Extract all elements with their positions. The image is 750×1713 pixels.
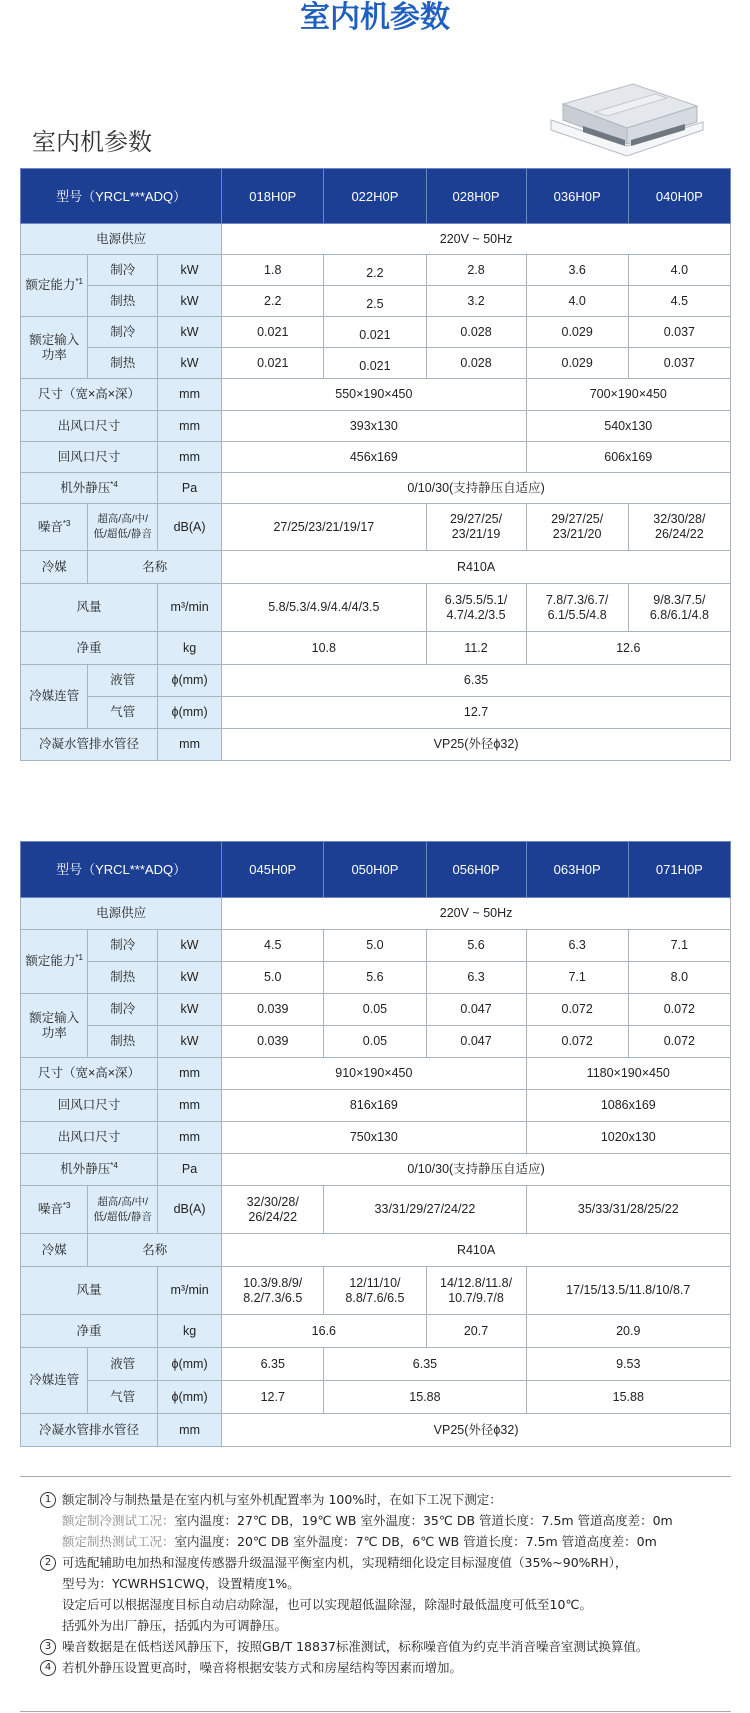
model-cell: 022H0P xyxy=(324,169,426,224)
value-cell: 0.072 xyxy=(628,994,730,1026)
refrigerant-label: 冷媒 xyxy=(21,551,88,584)
value-cell: 12/11/10/ 8.8/7.6/6.5 xyxy=(324,1267,426,1315)
unit-label: kW xyxy=(157,994,221,1026)
value-cell: 5.0 xyxy=(324,930,426,962)
section-title: 室内机参数 xyxy=(32,128,152,156)
indoor-unit-image xyxy=(545,82,707,164)
unit-label: kW xyxy=(157,317,221,348)
power-label: 电源供应 xyxy=(21,224,222,255)
model-cell: 036H0P xyxy=(526,169,628,224)
unit-label: kg xyxy=(157,632,221,665)
value-cell: 816x169 xyxy=(222,1090,526,1122)
value-cell: 15.88 xyxy=(324,1381,526,1414)
value-cell: 0.021 xyxy=(324,348,426,379)
inlet-label: 回风口尺寸 xyxy=(21,1090,158,1122)
footnote-number: 2 xyxy=(40,1555,56,1571)
unit-label: kW xyxy=(157,962,221,994)
model-cell: 028H0P xyxy=(426,169,526,224)
unit-label: mm xyxy=(157,1090,221,1122)
noise-label: 噪音$^{*3}$ xyxy=(21,504,88,551)
value-cell: 9.53 xyxy=(526,1348,730,1381)
value-cell: 6.3 xyxy=(526,930,628,962)
unit-label: mm xyxy=(157,411,221,442)
value-cell: 0.028 xyxy=(426,348,526,379)
cool-label: 制冷 xyxy=(88,255,158,286)
static-label: 机外静压$^{*4}$ xyxy=(21,473,158,504)
heat-label: 制热 xyxy=(88,348,158,379)
gas-label: 气管 xyxy=(88,1381,158,1414)
value-cell: 6.35 xyxy=(324,1348,526,1381)
footnote-text: 额定制冷测试工况：室内温度：27℃ DB，19℃ WB 室外温度：35℃ DB 管道长度：7.5m 管道高度差：0m xyxy=(62,1513,673,1528)
model-cell: 040H0P xyxy=(628,169,730,224)
footnote-4 xyxy=(40,1657,731,1678)
value-cell: R410A xyxy=(222,1234,731,1267)
unit-label: kW xyxy=(157,286,221,317)
power-value: 220V ~ 50Hz xyxy=(222,224,731,255)
value-cell: 11.2 xyxy=(426,632,526,665)
value-cell: 33/31/29/27/24/22 xyxy=(324,1186,526,1234)
value-cell: 4.0 xyxy=(628,255,730,286)
value-cell: 32/30/28/ 26/24/22 xyxy=(628,504,730,551)
value-cell: 0.021 xyxy=(222,317,324,348)
unit-label: kW xyxy=(157,255,221,286)
pipe-label: 冷媒连管 xyxy=(21,1348,88,1414)
footnote-text: 设定后可以根据湿度目标自动启动除湿，也可以实现超低温除湿，除湿时最低温度可低至10℃。 xyxy=(62,1597,592,1612)
value-cell: 0.028 xyxy=(426,317,526,348)
value-cell: 7.1 xyxy=(526,962,628,994)
value-cell: 16.6 xyxy=(222,1315,426,1348)
value-cell: 3.2 xyxy=(426,286,526,317)
value-cell: 0/10/30(支持静压自适应) xyxy=(222,1154,731,1186)
refrigerant-label: 冷媒 xyxy=(21,1234,88,1267)
value-cell: 7.8/7.3/6.7/ 6.1/5.5/4.8 xyxy=(526,584,628,632)
rated-input-label: 额定输入 功率 xyxy=(21,317,88,379)
value-cell: 8.0 xyxy=(628,962,730,994)
value-cell: 27/25/23/21/19/17 xyxy=(222,504,426,551)
value-cell: 606x169 xyxy=(526,442,730,473)
cool-label: 制冷 xyxy=(88,930,158,962)
inlet-label: 回风口尺寸 xyxy=(21,442,158,473)
unit-label: Pa xyxy=(157,1154,221,1186)
value-cell: 29/27/25/ 23/21/20 xyxy=(526,504,628,551)
liquid-label: 液管 xyxy=(88,1348,158,1381)
heat-label: 制热 xyxy=(88,1026,158,1058)
value-cell: 5.0 xyxy=(222,962,324,994)
value-cell: 6.3 xyxy=(426,962,526,994)
footnote-number: 1 xyxy=(40,1492,56,1508)
name-label: 名称 xyxy=(88,1234,222,1267)
value-cell: 3.6 xyxy=(526,255,628,286)
value-cell: 0.039 xyxy=(222,994,324,1026)
value-cell: 6.35 xyxy=(222,1348,324,1381)
rated-capacity-label: 额定能力$^{*1}$ xyxy=(21,255,88,317)
value-cell: 35/33/31/28/25/22 xyxy=(526,1186,730,1234)
value-cell: 6.3/5.5/5.1/ 4.7/4.2/3.5 xyxy=(426,584,526,632)
rated-capacity-label: 额定能力$^{*1}$ xyxy=(21,930,88,994)
unit-label: dB(A) xyxy=(157,504,221,551)
noise-levels-label: 超高/高/中/ 低/超低/静音 xyxy=(88,1186,158,1234)
value-cell: VP25(外径ϕ32) xyxy=(222,729,731,761)
value-cell: 12.7 xyxy=(222,697,731,729)
footnote-text: 额定制冷与制热量是在室内机与室外机配置率为 100%时，在如下工况下测定： xyxy=(62,1492,502,1507)
value-cell: 10.3/9.8/9/ 8.2/7.3/6.5 xyxy=(222,1267,324,1315)
value-cell: 550×190×450 xyxy=(222,379,526,411)
value-cell: 5.6 xyxy=(426,930,526,962)
net-weight-label: 净重 xyxy=(21,632,158,665)
value-cell: 0.047 xyxy=(426,1026,526,1058)
unit-label: mm xyxy=(157,729,221,761)
footnote-3 xyxy=(40,1636,731,1657)
noise-levels-label: 超高/高/中/ 低/超低/静音 xyxy=(88,504,158,551)
static-label: 机外静压$^{*4}$ xyxy=(21,1154,158,1186)
value-cell: 393x130 xyxy=(222,411,526,442)
footnote-text: 括弧外为出厂静压，括弧内为可调静压。 xyxy=(62,1618,288,1633)
size-label: 尺寸（宽×高×深） xyxy=(21,1058,158,1090)
footnote-1 xyxy=(40,1489,731,1552)
value-cell: 750x130 xyxy=(222,1122,526,1154)
unit-label: m³/min xyxy=(157,1267,221,1315)
unit-label: mm xyxy=(157,1058,221,1090)
model-header: 型号（YRCL***ADQ） xyxy=(21,169,222,224)
value-cell: VP25(外径ϕ32) xyxy=(222,1414,731,1447)
value-cell: 0.029 xyxy=(526,317,628,348)
value-cell: 29/27/25/ 23/21/19 xyxy=(426,504,526,551)
value-cell: 2.2 xyxy=(222,286,324,317)
value-cell: 32/30/28/ 26/24/22 xyxy=(222,1186,324,1234)
unit-label: ϕ(mm) xyxy=(157,1381,221,1414)
value-cell: 7.1 xyxy=(628,930,730,962)
model-cell: 045H0P xyxy=(222,842,324,898)
value-cell: 9/8.3/7.5/ 6.8/6.1/4.8 xyxy=(628,584,730,632)
footnote-text: 若机外静压设置更高时，噪音将根据安装方式和房屋结构等因素而增加。 xyxy=(62,1660,463,1675)
unit-label: Pa xyxy=(157,473,221,504)
value-cell: 0.05 xyxy=(324,1026,426,1058)
value-cell: 12.7 xyxy=(222,1381,324,1414)
value-cell: 2.2 xyxy=(324,255,426,286)
value-cell: 0.021 xyxy=(222,348,324,379)
value-cell: 700×190×450 xyxy=(526,379,730,411)
airflow-label: 风量 xyxy=(21,1267,158,1315)
value-cell: 10.8 xyxy=(222,632,426,665)
heat-label: 制热 xyxy=(88,286,158,317)
footnote-text: 噪音数据是在低档送风静压下，按照GB/T 18837标准测试，标称噪音值为约克半消音噪音室测试换算值。 xyxy=(62,1639,649,1654)
value-cell: 0.021 xyxy=(324,317,426,348)
unit-label: kg xyxy=(157,1315,221,1348)
value-cell: 0.039 xyxy=(222,1026,324,1058)
outlet-label: 出风口尺寸 xyxy=(21,1122,158,1154)
unit-label: mm xyxy=(157,1122,221,1154)
value-cell: 2.8 xyxy=(426,255,526,286)
unit-label: kW xyxy=(157,1026,221,1058)
value-cell: 20.7 xyxy=(426,1315,526,1348)
value-cell: 5.8/5.3/4.9/4.4/4/3.5 xyxy=(222,584,426,632)
power-value: 220V ~ 50Hz xyxy=(222,898,731,930)
airflow-label: 风量 xyxy=(21,584,158,632)
footnote-text: 额定制热测试工况：室内温度：20℃ DB 室外温度：7℃ DB，6℃ WB 管道长度：7.5m 管道高度差：0m xyxy=(62,1534,657,1549)
footnotes xyxy=(20,1476,731,1712)
model-cell: 056H0P xyxy=(426,842,526,898)
spec-table-2 xyxy=(20,841,731,1447)
value-cell: 15.88 xyxy=(526,1381,730,1414)
value-cell: 0.05 xyxy=(324,994,426,1026)
value-cell: 0.072 xyxy=(628,1026,730,1058)
pipe-label: 冷媒连管 xyxy=(21,665,88,729)
net-weight-label: 净重 xyxy=(21,1315,158,1348)
spec-table-1 xyxy=(20,168,731,761)
value-cell: 0.072 xyxy=(526,1026,628,1058)
value-cell: 1086x169 xyxy=(526,1090,730,1122)
model-cell: 050H0P xyxy=(324,842,426,898)
unit-label: m³/min xyxy=(157,584,221,632)
unit-label: kW xyxy=(157,930,221,962)
value-cell: 0.029 xyxy=(526,348,628,379)
heat-label: 制热 xyxy=(88,962,158,994)
unit-label: mm xyxy=(157,1414,221,1447)
value-cell: 20.9 xyxy=(526,1315,730,1348)
model-cell: 018H0P xyxy=(222,169,324,224)
drain-label: 冷凝水管排水管径 xyxy=(21,729,158,761)
unit-label: mm xyxy=(157,379,221,411)
unit-label: ϕ(mm) xyxy=(157,665,221,697)
name-label: 名称 xyxy=(88,551,222,584)
value-cell: 0.037 xyxy=(628,348,730,379)
gas-label: 气管 xyxy=(88,697,158,729)
model-header: 型号（YRCL***ADQ） xyxy=(21,842,222,898)
value-cell: 1020x130 xyxy=(526,1122,730,1154)
unit-label: mm xyxy=(157,442,221,473)
outlet-label: 出风口尺寸 xyxy=(21,411,158,442)
footnote-number: 4 xyxy=(40,1660,56,1676)
model-cell: 063H0P xyxy=(526,842,628,898)
cool-label: 制冷 xyxy=(88,994,158,1026)
power-label: 电源供应 xyxy=(21,898,222,930)
size-label: 尺寸（宽×高×深） xyxy=(21,379,158,411)
value-cell: 5.6 xyxy=(324,962,426,994)
value-cell: 540x130 xyxy=(526,411,730,442)
value-cell: 6.35 xyxy=(222,665,731,697)
cool-label: 制冷 xyxy=(88,317,158,348)
unit-label: dB(A) xyxy=(157,1186,221,1234)
value-cell: 1180×190×450 xyxy=(526,1058,730,1090)
footnote-text: 可选配辅助电加热和湿度传感器升级温湿平衡室内机，实现精细化设定目标湿度值（35%~90%RH）， xyxy=(62,1555,628,1570)
value-cell: 2.5 xyxy=(324,286,426,317)
footnote-number: 3 xyxy=(40,1639,56,1655)
page-title: 室内机参数 xyxy=(300,0,450,35)
value-cell: R410A xyxy=(222,551,731,584)
value-cell: 0.047 xyxy=(426,994,526,1026)
noise-label: 噪音$^{*3}$ xyxy=(21,1186,88,1234)
drain-label: 冷凝水管排水管径 xyxy=(21,1414,158,1447)
value-cell: 456x169 xyxy=(222,442,526,473)
value-cell: 1.8 xyxy=(222,255,324,286)
rated-input-label: 额定输入 功率 xyxy=(21,994,88,1058)
value-cell: 0/10/30(支持静压自适应) xyxy=(222,473,731,504)
footnote-text: 型号为：YCWRHS1CWQ，设置精度1%。 xyxy=(62,1576,300,1591)
value-cell: 12.6 xyxy=(526,632,730,665)
value-cell: 4.0 xyxy=(526,286,628,317)
unit-label: ϕ(mm) xyxy=(157,697,221,729)
value-cell: 17/15/13.5/11.8/10/8.7 xyxy=(526,1267,730,1315)
value-cell: 14/12.8/11.8/ 10.7/9.7/8 xyxy=(426,1267,526,1315)
value-cell: 4.5 xyxy=(222,930,324,962)
footnote-2 xyxy=(40,1552,731,1636)
liquid-label: 液管 xyxy=(88,665,158,697)
value-cell: 0.037 xyxy=(628,317,730,348)
model-cell: 071H0P xyxy=(628,842,730,898)
value-cell: 910×190×450 xyxy=(222,1058,526,1090)
value-cell: 0.072 xyxy=(526,994,628,1026)
unit-label: kW xyxy=(157,348,221,379)
value-cell: 4.5 xyxy=(628,286,730,317)
unit-label: ϕ(mm) xyxy=(157,1348,221,1381)
